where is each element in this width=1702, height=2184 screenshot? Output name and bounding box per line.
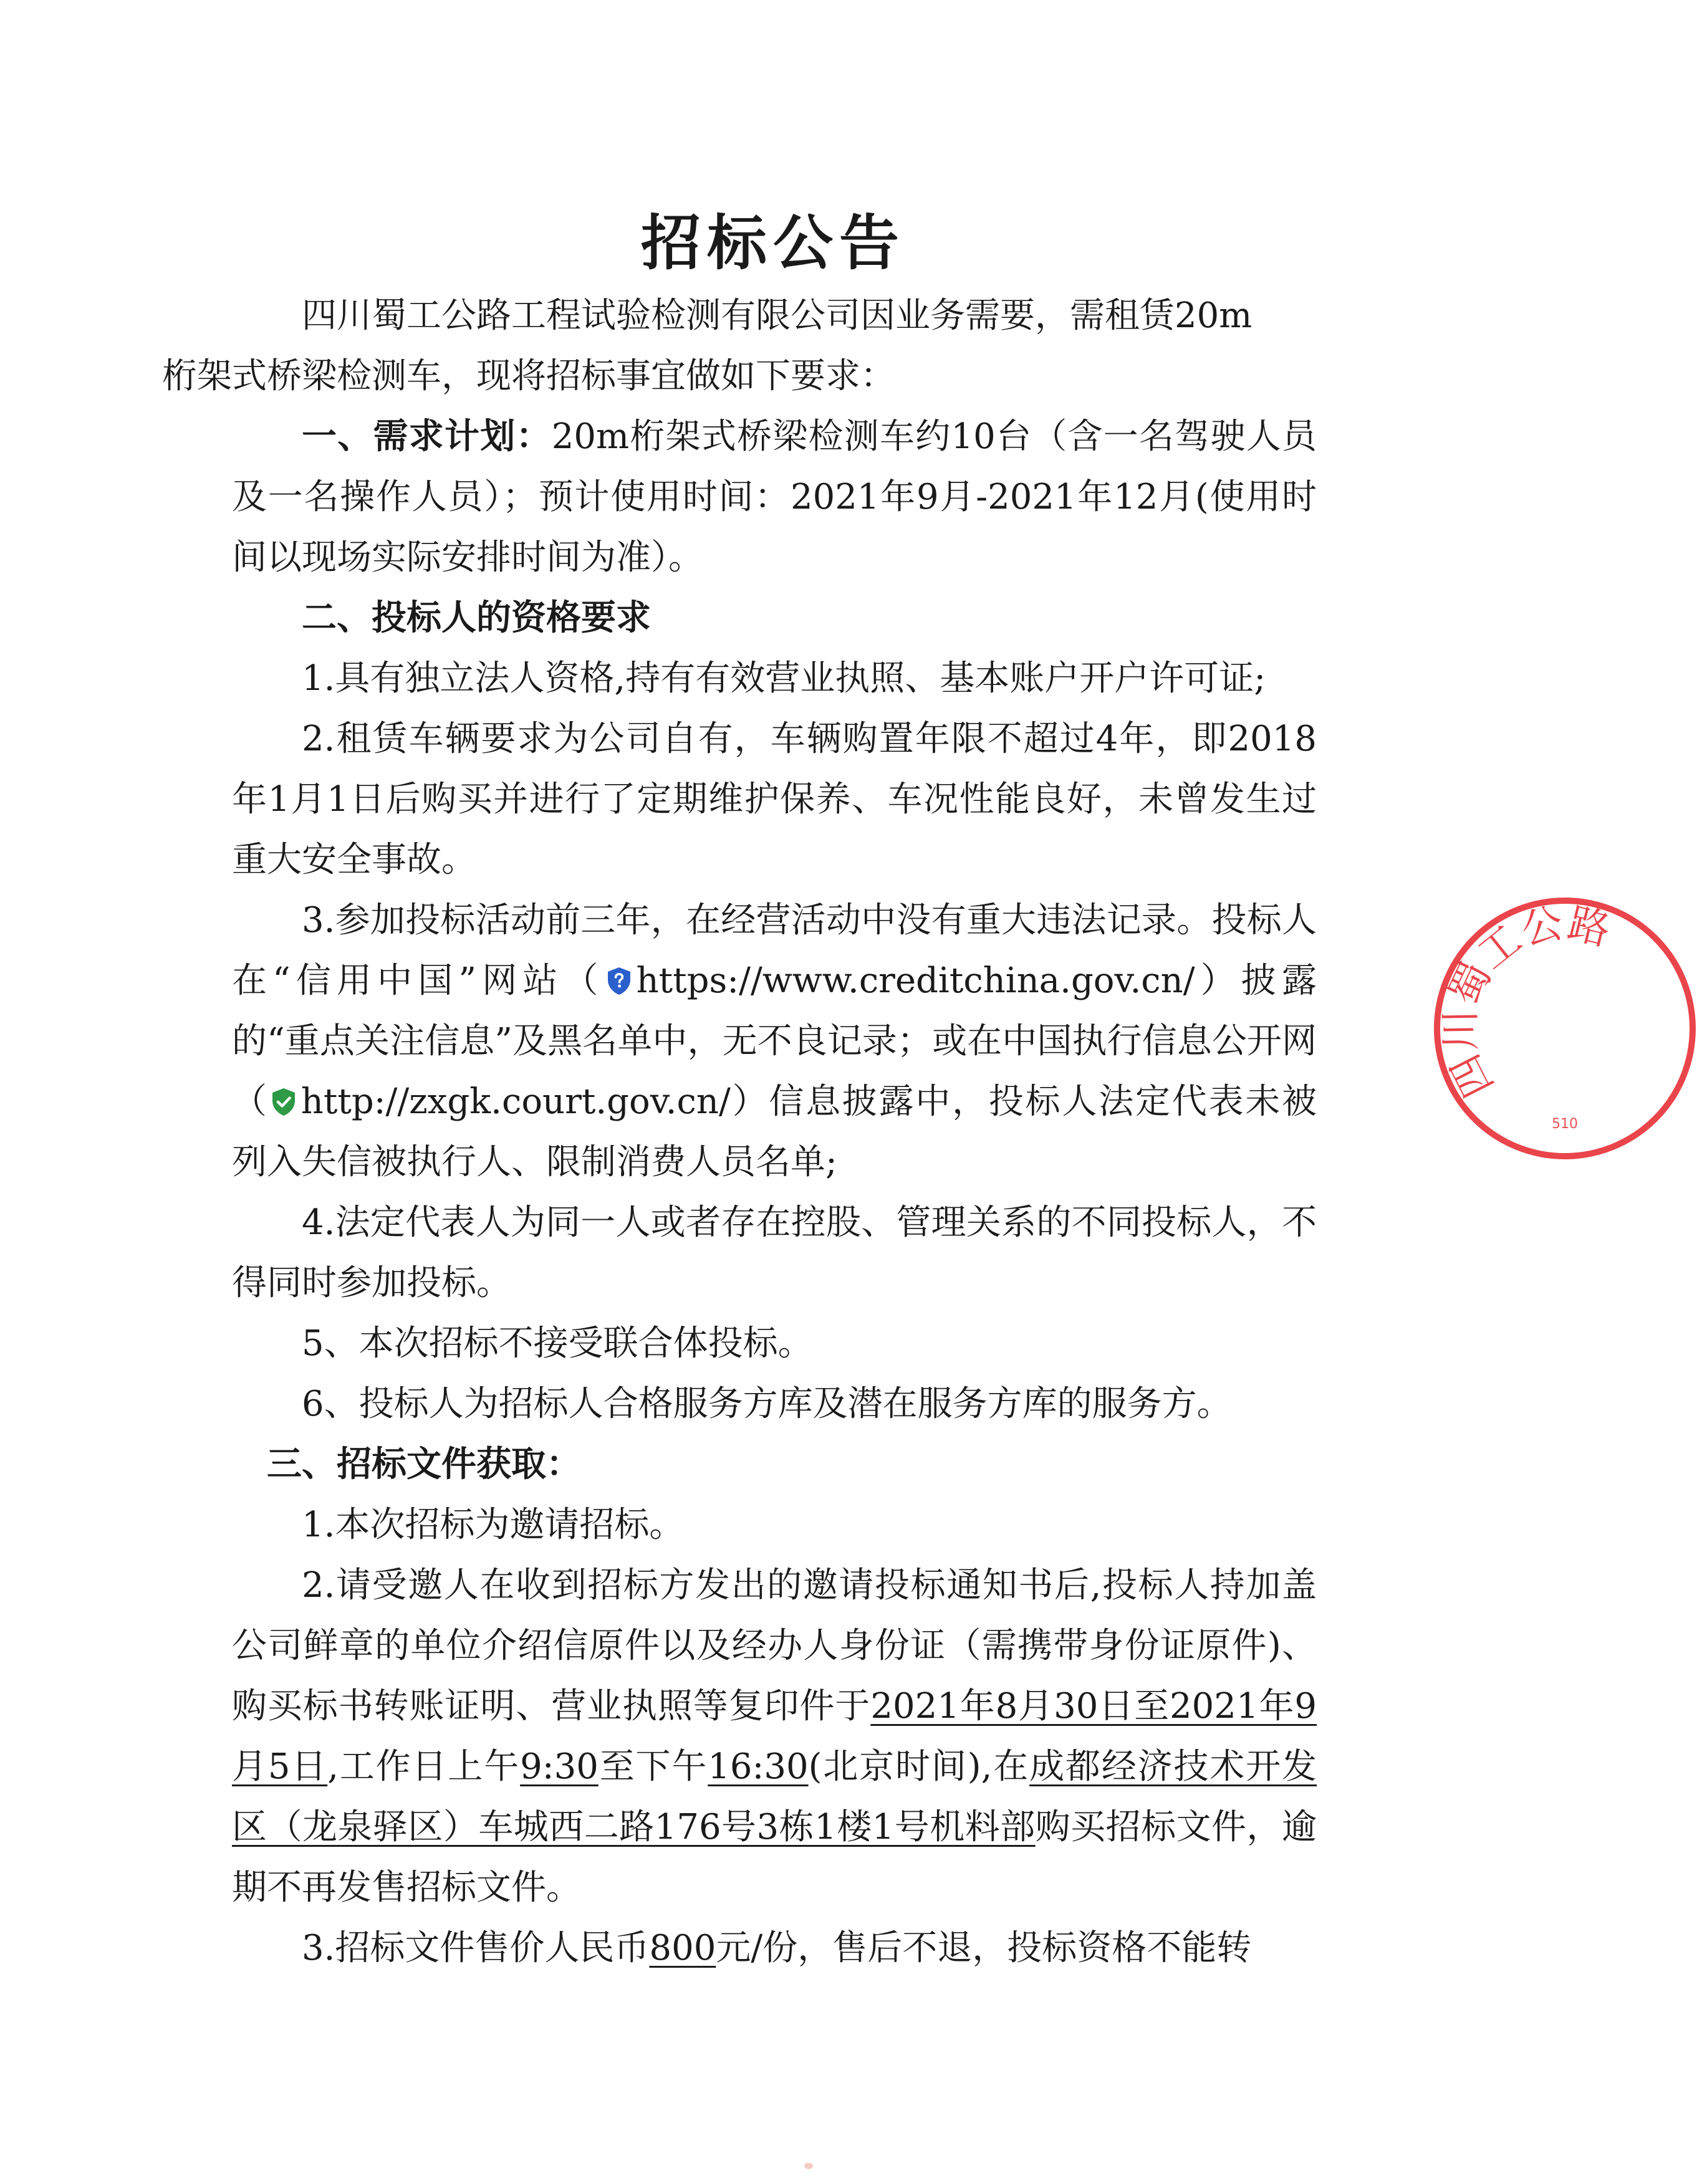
item-2-text-4: (北京时间),在 xyxy=(808,1746,1030,1787)
item-2-text-3: 至下午 xyxy=(598,1746,708,1787)
item-2-text-5: 购买招标文件，逾期不再发售招标文件。 xyxy=(232,1807,1317,1908)
court-url[interactable]: http://zxgk.court.gov.cn/ xyxy=(300,1081,731,1122)
section-2-item-5: 5、本次招标不接受联合体投标。 xyxy=(302,1323,813,1364)
seal-text: 四川蜀工公路 xyxy=(1436,898,1615,1105)
item-3-text-3: ）信息披露中，投标人法定代表未被列入失信被执行人、限制消费人员名单; xyxy=(232,1081,1317,1182)
section-2-item-6: 6、投标人为招标人合格服务方库及潜在服务方库的服务方。 xyxy=(302,1384,1232,1424)
intro-line-2: 桁架式桥梁检测车，现将招标事宜做如下要求： xyxy=(162,356,895,396)
credit-china-url[interactable]: https://www.creditchina.gov.cn/ xyxy=(636,960,1195,1001)
item-3-price-text-2: 元/份，售后不退，投标资格不能转 xyxy=(716,1928,1252,1968)
section-1-paragraph xyxy=(232,406,1317,588)
sale-location: 成都经济技术开发区（龙泉驿区）车城西二路176号3栋1楼1号机料部 xyxy=(232,1746,1317,1847)
company-seal-stamp xyxy=(1428,891,1702,1166)
document-body xyxy=(162,285,1317,1978)
document-price: 800 xyxy=(649,1928,716,1968)
section-3-item-1: 1.本次招标为邀请招标。 xyxy=(302,1505,685,1545)
section-2-item-4: 4.法定代表人为同一人或者存在控股、管理关系的不同投标人，不得同时参加投标。 xyxy=(232,1202,1317,1303)
intro-paragraph xyxy=(162,285,1317,406)
shield-check-icon xyxy=(269,1087,299,1117)
section-1-heading: 一、需求计划： xyxy=(302,416,552,457)
section-2-heading: 二、投标人的资格要求 xyxy=(302,597,651,638)
item-3-text-1: 3.参加投标活动前三年，在经营活动中没有重大违法记录。投标人在“信用中国”网站（ xyxy=(232,900,1317,1001)
section-3-heading: 三、招标文件获取： xyxy=(267,1444,581,1485)
section-2-item-2: 2.租赁车辆要求为公司自有，车辆购置年限不超过4年，即2018年1月1日后购买并进行了定期维护保养、车况性能良好，未曾发生过重大安全事故。 xyxy=(232,719,1317,880)
section-2-item-3 xyxy=(232,890,1317,1192)
start-time: 9:30 xyxy=(520,1746,599,1787)
section-1-text: 20m桁架式桥梁检测车约10台（含一名驾驶人员及一名操作人员）；预计使用时间：2021年9月-2021年12月(使用时间以现场实际安排时间为准）。 xyxy=(232,416,1317,578)
sale-date-range: 2021年8月30日至2021年9月5日 xyxy=(232,1686,1317,1787)
section-3-item-2 xyxy=(232,1555,1317,1918)
seal-code: 510 xyxy=(1552,1116,1578,1132)
scan-artifact xyxy=(804,2163,813,2169)
section-2-item-1: 1.具有独立法人资格,持有有效营业执照、基本账户开户许可证; xyxy=(302,658,1266,699)
end-time: 16:30 xyxy=(708,1746,809,1787)
item-3-text-2: ）披露的“重点关注信息”及黑名单中，无不良记录；或在中国执行信息公开网（ xyxy=(232,960,1317,1122)
item-2-text-1: 2.请受邀人在收到招标方发出的邀请投标通知书后,投标人持加盖公司鲜章的单位介绍信原件以及经办人身份证（需携带身份证原件)、购买标书转账证明、营业执照等复印件于 xyxy=(232,1565,1317,1727)
section-3-item-3 xyxy=(232,1918,1317,1978)
document-title: 招标公告 xyxy=(641,208,905,278)
intro-line-1: 四川蜀工公路工程试验检测有限公司因业务需要，需租赁20m xyxy=(302,295,1252,336)
item-2-text-2: ,工作日上午 xyxy=(327,1746,521,1787)
item-3-price-text-1: 3.招标文件售价人民币 xyxy=(302,1928,650,1968)
shield-question-icon xyxy=(604,966,634,996)
svg-text:四川蜀工公路 xyxy=(1428,891,1655,1113)
